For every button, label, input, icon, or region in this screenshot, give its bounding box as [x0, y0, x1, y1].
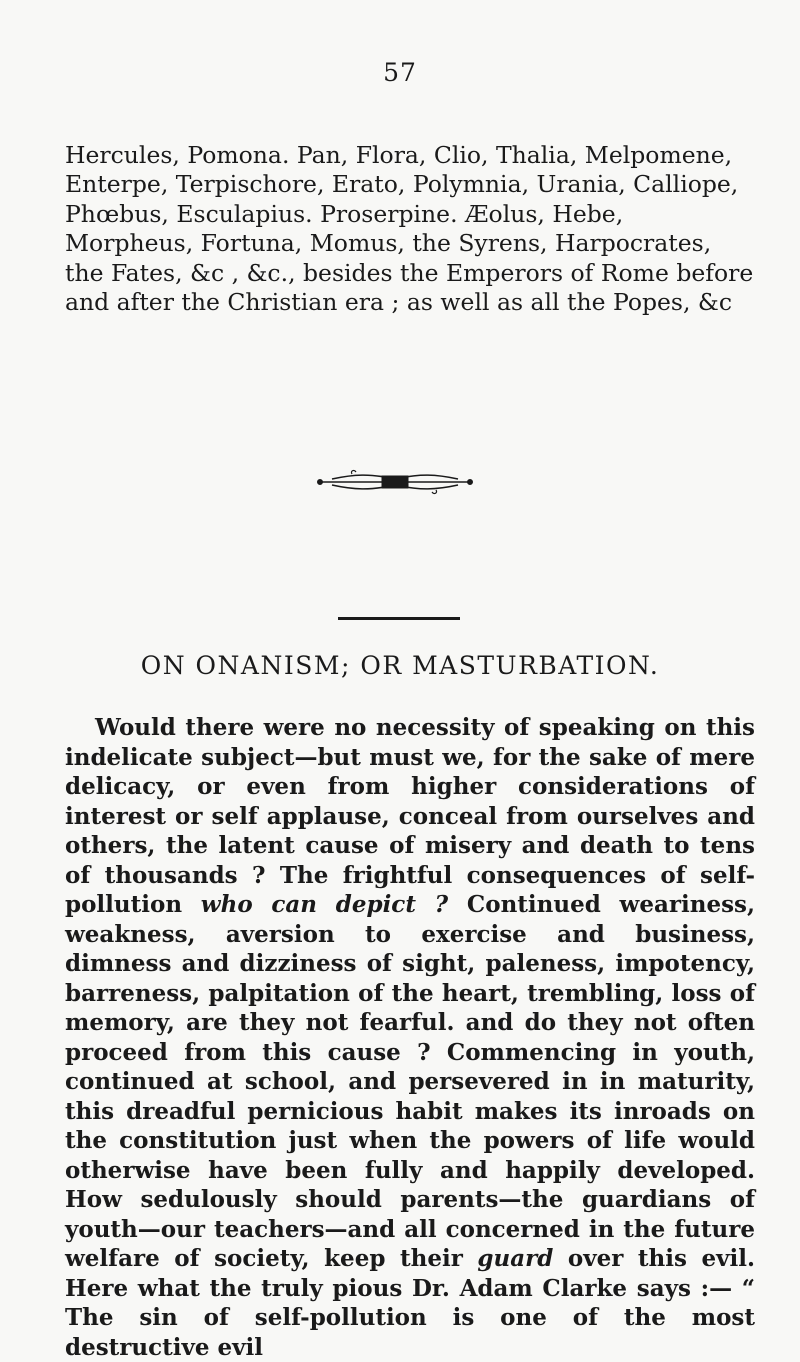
- body-italic-guard: guard: [477, 1245, 554, 1272]
- section-rule: [338, 617, 460, 620]
- page-number: 57: [383, 58, 417, 87]
- body-text-part-3: over this evil. Here what the truly pious Dr. Adam Clarke says :— “ The sin of self-pollution is one of the most destructive evil: [65, 1245, 755, 1361]
- intro-paragraph: Hercules, Pomona. Pan, Flora, Clio, Thalia, Melpomene, Enterpe, Terpischore, Erato, Polymnia, Urania, Calliope, Phœbus, Esculapius. Proserpine. Æolus, Hebe, Morpheus, Fortuna, Momus, the Syrens, Harpocrates, the Fates, &c , &c., besides the Emperors of Rome before and after the Christian era ; as well as all the Popes, &c: [65, 140, 754, 316]
- body-paragraph: [65, 713, 755, 1362]
- body-text-part-2: Continued weariness, weakness, aversion to exercise and business, dimness and dizziness of sight, paleness, impotency, barreness, palpitation of the heart, trembling, loss of memory, are they not fearful. and do they not often proceed from this cause ? Commencing in youth, continued at school, and persevered in in maturity, this dreadful pernicious habit makes its inroads on the constitution just when the powers of life would otherwise have been fully and happily developed. How sedulously should parents—the guardians of youth—our teachers—and all concerned in the future welfare of society, keep their: [65, 891, 756, 1272]
- section-heading: ON ONANISM; OR MASTURBATION.: [140, 651, 660, 680]
- body-text-part-1: Would there were no necessity of speaking on this indelicate subject—but must we, for the sake of mere delicacy, or even from higher considerations of interest or self applause, conceal from ourselves and others, the latent cause of misery and death to tens of thousands ? The frightful consequences of self-pollution: [65, 714, 755, 918]
- ornament-divider: [310, 462, 480, 502]
- body-italic-who-can-depict: who can depict ?: [200, 891, 449, 918]
